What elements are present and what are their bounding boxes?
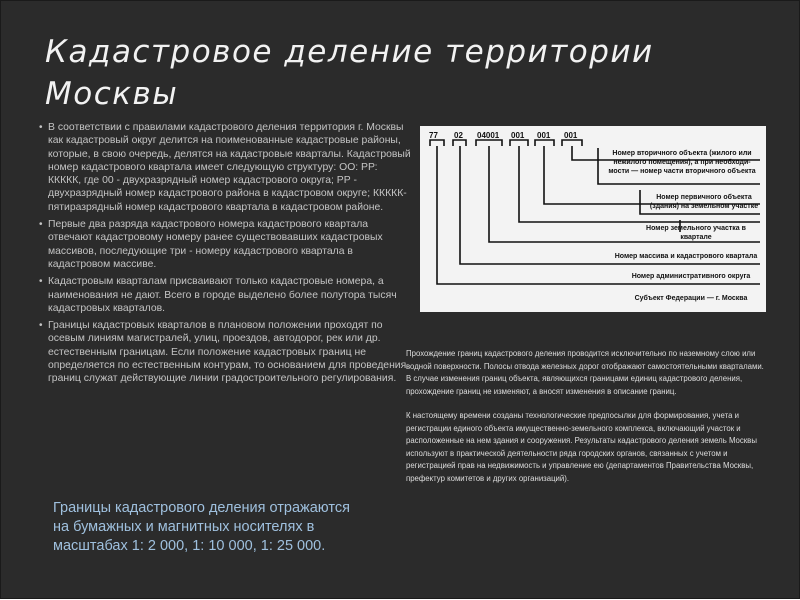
code-segment: 02 xyxy=(454,131,463,140)
label-admin-district: Номер административного округа xyxy=(631,273,751,280)
bullet-dot-icon: • xyxy=(39,219,43,231)
scale-note xyxy=(53,499,383,556)
right-text-column xyxy=(406,348,766,497)
code-segment: 77 xyxy=(429,131,438,140)
scale-note-line: на бумажных и магнитных носителях в xyxy=(53,519,315,535)
bullet-dot-icon: • xyxy=(39,276,43,288)
label-land-plot: Номер земельного участка в квартале xyxy=(646,225,746,241)
label-primary-object: Номер первичного объекта (здания) на земельном участке xyxy=(649,194,759,210)
code-segment: 001 xyxy=(537,131,551,140)
bullet-dot-icon: • xyxy=(39,122,43,133)
bullet-text: В соответствии с правилами кадастрового деления территория г. Москвы как кадастровый округ делится на поименованные кадастровые районы, которые, в свою очередь, делятся на кадастровые кварталы. Кадастровый номер кадастрового квартала имеет следующую структуру: ОО: РР: ККККК, где 00 - двухразрядный номер кадастрового округа; РР - двухразрядный номер кадастрового района в кадастровом округе; ККККК-пятиразрядный номер кадастрового квартала в кадастровом районе. xyxy=(48,122,411,213)
label-secondary-object: Номер вторичного объекта (жилого или нежилого помещения), а при необходи- мости — номер части вторичного объекта xyxy=(608,150,756,175)
bullet-item xyxy=(39,319,411,385)
bullet-list xyxy=(39,121,411,390)
paragraph: К настоящему времени созданы технологические предпосылки для формирования, учета и регистрации единого объекта имущественно-земельного комплекса, включающий участок и расположенные на нем здания и сооружения. Результаты кадастрового деления земель Москвы используют в практической деятельности ряда городских органов, связанных с учетом и регистрацией прав на недвижимость и управление ею (департаментов Правительства Москвы, префектур комитетов и других организаций). xyxy=(406,411,757,483)
scale-note-line: Границы кадастрового деления отражаются xyxy=(53,500,350,516)
cadastral-number-diagram xyxy=(420,126,766,312)
code-segment: 04001 xyxy=(477,131,500,140)
slide-title: Кадастровое деление территории Москвы xyxy=(45,34,654,112)
scale-note-line: масштабах 1: 2 000, 1: 10 000, 1: 25 000. xyxy=(53,538,326,554)
label-federal-subject: Субъект Федерации — г. Москва xyxy=(634,295,748,302)
bullet-item xyxy=(39,218,411,271)
bullet-dot-icon: • xyxy=(39,320,43,332)
code-segment: 001 xyxy=(511,131,525,140)
bullet-item xyxy=(39,121,411,214)
bullet-text: Первые два разряда кадастрового номера кадастрового квартала отвечают кадастровому номеру ранее существовавших кадастровых массивов, последующие три - номеру кадастрового квартала в кадастровом массиве. xyxy=(48,219,383,270)
label-massif-quarter: Номер массива и кадастрового квартала xyxy=(614,253,758,260)
code-segment: 001 xyxy=(564,131,578,140)
bullet-item xyxy=(39,275,411,315)
bullet-text: Кадастровым кварталам присваивают только кадастровые номера, а наименования не дают. Всего в городе выделено более полутора тысяч кадастровых кварталов. xyxy=(48,276,397,314)
paragraph: Прохождение границ кадастрового деления проводится исключительно по наземному слою или водной поверхности. Полосы отвода железных дорог отображают самостоятельными кварталами. В случае изменения границ объекта, являющихся границами единиц кадастрового деления, прохождение границ не изменяют, а вносят изменения в описание границ. xyxy=(406,349,764,396)
bullet-text: Границы кадастровых кварталов в плановом положении проходят по осевым линиям магистралей, улиц, проездов, автодорог, рек или др. естественным границам. Если положение кадастровых границ не определяется по естественным контурам, то основанием для проведения границ служат действующие линии градостроительного регулирования. xyxy=(48,320,407,385)
